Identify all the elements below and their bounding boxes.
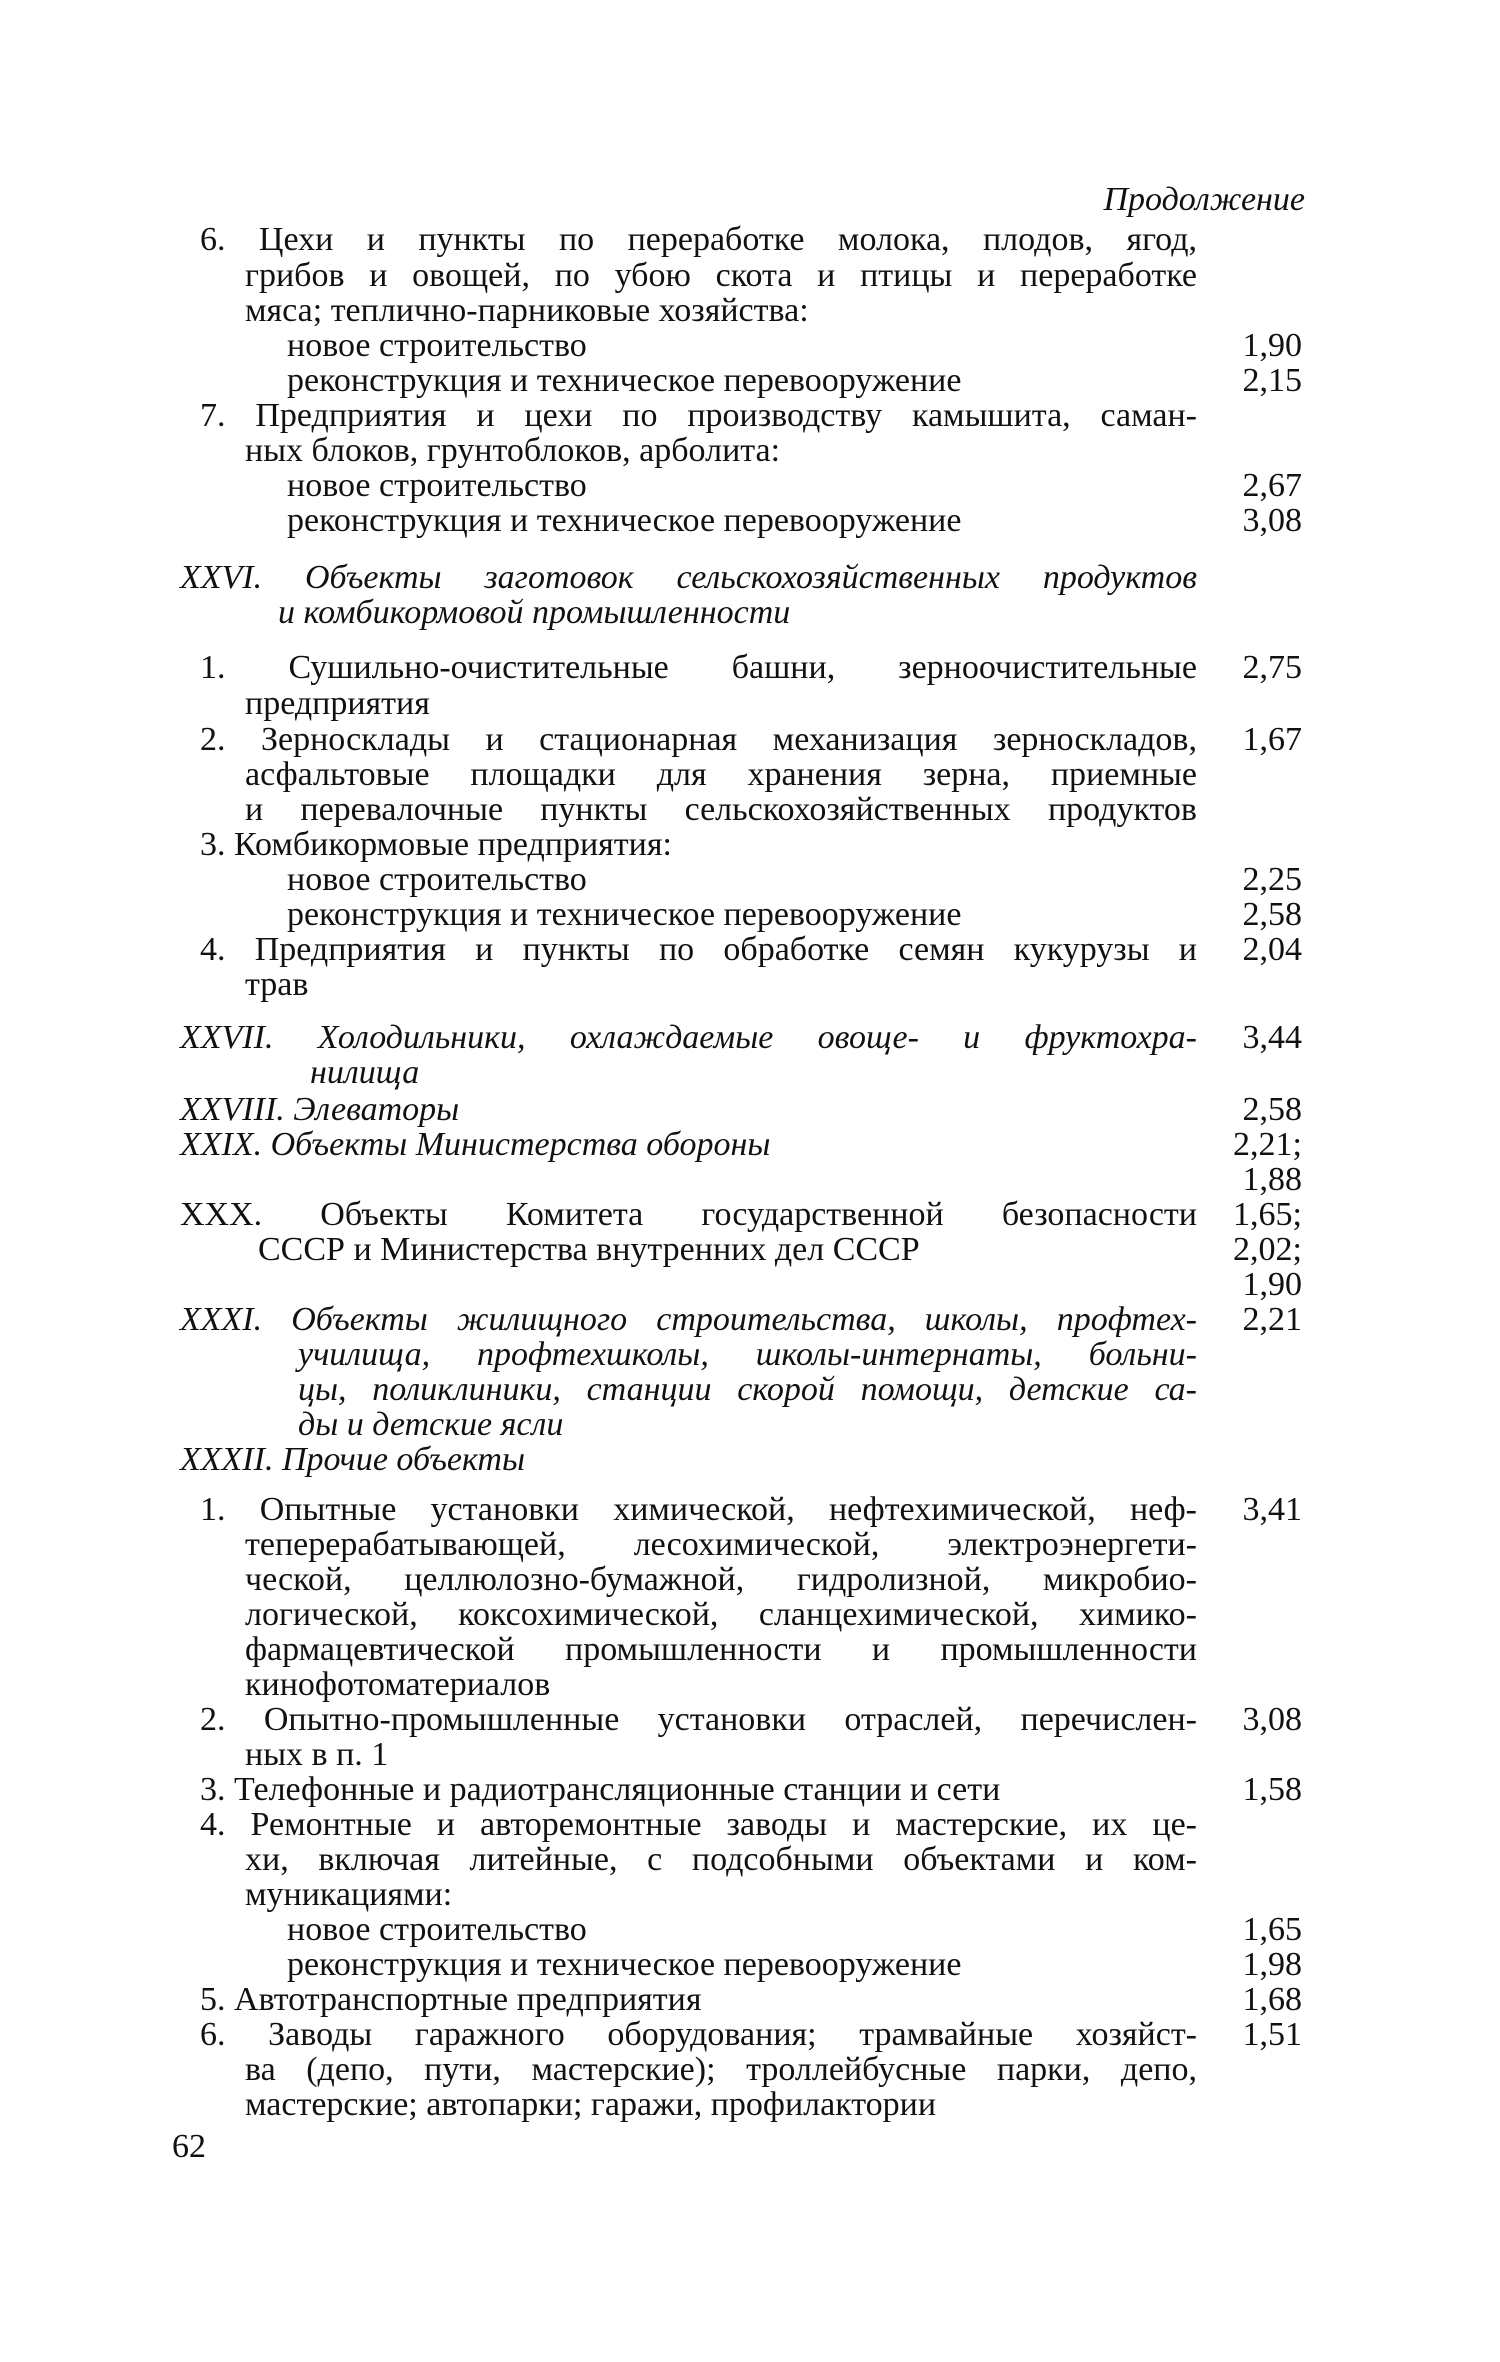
coefficient-value: 1,65; [1233, 1196, 1302, 1233]
coefficient-value: 3,44 [1242, 1019, 1302, 1056]
text-line: кинофотоматериалов [245, 1666, 551, 1703]
coefficient-value: 1,98 [1242, 1946, 1302, 1983]
text-line: 4. Предприятия и пункты по обработке семян кукурузы и [200, 931, 1197, 968]
coefficient-value: 2,04 [1242, 931, 1302, 968]
coefficient-value: 1,68 [1242, 1981, 1302, 2018]
text-line: ды и детские ясли [298, 1406, 564, 1443]
text-line: реконструкция и техническое перевооружение [287, 362, 962, 399]
coefficient-value: 2,58 [1242, 896, 1302, 933]
coefficient-value: 2,21 [1242, 1301, 1302, 1338]
text-line: училища, профтехшколы, школы-интернаты, больни- [298, 1336, 1197, 1373]
text-line: логической, коксохимической, сланцехимической, химико- [245, 1596, 1197, 1633]
text-line: XXIX. Объекты Министерства обороны [180, 1126, 771, 1163]
text-line: 7. Предприятия и цехи по производству камышита, саман- [200, 397, 1197, 434]
text-line: 1. Сушильно-очистительные башни, зерноочистительные [200, 649, 1197, 686]
text-line: СССР и Министерства внутренних дел СССР [258, 1231, 920, 1268]
text-line: 6. Цехи и пункты по переработке молока, плодов, ягод, [200, 221, 1197, 258]
text-line: мастерские; автопарки; гаражи, профилактории [245, 2086, 937, 2123]
text-line: хи, включая литейные, с подсобными объектами и ком- [245, 1841, 1197, 1878]
continuation-header: Продолжение [1103, 181, 1305, 218]
coefficient-value: 3,08 [1242, 1701, 1302, 1738]
coefficient-value: 1,58 [1242, 1771, 1302, 1808]
text-line: ных в п. 1 [245, 1736, 389, 1773]
text-line: XXVI. Объекты заготовок сельскохозяйственных продуктов [180, 559, 1197, 596]
coefficient-value: 2,02; [1233, 1231, 1302, 1268]
text-line: ческой, целлюлозно-бумажной, гидролизной, микробио- [245, 1561, 1197, 1598]
text-line: новое строительство [287, 1911, 587, 1948]
text-line: 1. Опытные установки химической, нефтехимической, неф- [200, 1491, 1197, 1528]
coefficient-value: 1,88 [1242, 1161, 1302, 1198]
page-number: 62 [172, 2128, 206, 2165]
coefficient-value: 2,67 [1242, 467, 1302, 504]
coefficient-value: 1,90 [1242, 327, 1302, 364]
text-line: 2. Зерносклады и стационарная механизация зерноскладов, [200, 721, 1197, 758]
text-line: XXVII. Холодильники, охлаждаемые овоще- и фруктохра- [180, 1019, 1197, 1056]
text-line: мяса; тепличнo-парниковые хозяйства: [245, 292, 809, 329]
text-line: цы, поликлиники, станции скорой помощи, детские са- [298, 1371, 1197, 1408]
text-line: ва (депо, пути, мастерские); троллейбусные парки, депо, [245, 2051, 1197, 2088]
coefficient-value: 2,58 [1242, 1091, 1302, 1128]
text-line: реконструкция и техническое перевооружение [287, 502, 962, 539]
text-line: 6. Заводы гаражного оборудования; трамвайные хозяйст- [200, 2016, 1197, 2053]
text-line: ных блоков, грунтоблоков, арболита: [245, 432, 781, 469]
coefficient-value: 1,90 [1242, 1266, 1302, 1303]
text-line: XXXI. Объекты жилищного строительства, школы, профтех- [180, 1301, 1197, 1338]
text-line: новое строительство [287, 327, 587, 364]
text-line: и перевалочные пункты сельскохозяйственных продуктов [245, 791, 1197, 828]
coefficient-value: 1,67 [1242, 721, 1302, 758]
text-line: и комбикормовой промышленности [278, 594, 791, 631]
text-line: предприятия [245, 685, 430, 722]
text-line: асфальтовые площадки для хранения зерна, приемные [245, 756, 1197, 793]
text-line: грибов и овощей, по убою скота и птицы и переработке [245, 257, 1197, 294]
text-line: 2. Опытно-промышленные установки отраслей, перечислен- [200, 1701, 1197, 1738]
text-line: XXX. Объекты Комитета государственной безопасности [180, 1196, 1197, 1233]
text-line: теперерабатывающей, лесохимической, электроэнергети- [245, 1526, 1197, 1563]
coefficient-value: 2,75 [1242, 649, 1302, 686]
text-line: 4. Ремонтные и авторемонтные заводы и мастерские, их це- [200, 1806, 1197, 1843]
text-line: XXXII. Прочие объекты [180, 1441, 526, 1478]
text-line: XXVIII. Элеваторы [180, 1091, 460, 1128]
text-line: 5. Автотранспортные предприятия [200, 1981, 702, 2018]
coefficient-value: 2,15 [1242, 362, 1302, 399]
text-line: реконструкция и техническое перевооружение [287, 1946, 962, 1983]
coefficient-value: 2,21; [1233, 1126, 1302, 1163]
coefficient-value: 1,65 [1242, 1911, 1302, 1948]
text-line: трав [245, 966, 309, 1003]
text-line: фармацевтической промышленности и промышленности [245, 1631, 1197, 1668]
text-line: новое строительство [287, 861, 587, 898]
coefficient-value: 3,41 [1242, 1491, 1302, 1528]
text-line: муникациями: [245, 1876, 453, 1913]
text-line: реконструкция и техническое перевооружение [287, 896, 962, 933]
text-line: 3. Комбикормовые предприятия: [200, 826, 672, 863]
text-line: нилища [310, 1054, 420, 1091]
text-line: новое строительство [287, 467, 587, 504]
coefficient-value: 1,51 [1242, 2016, 1302, 2053]
text-line: 3. Телефонные и радиотрансляционные станции и сети [200, 1771, 1001, 1808]
coefficient-value: 2,25 [1242, 861, 1302, 898]
coefficient-value: 3,08 [1242, 502, 1302, 539]
